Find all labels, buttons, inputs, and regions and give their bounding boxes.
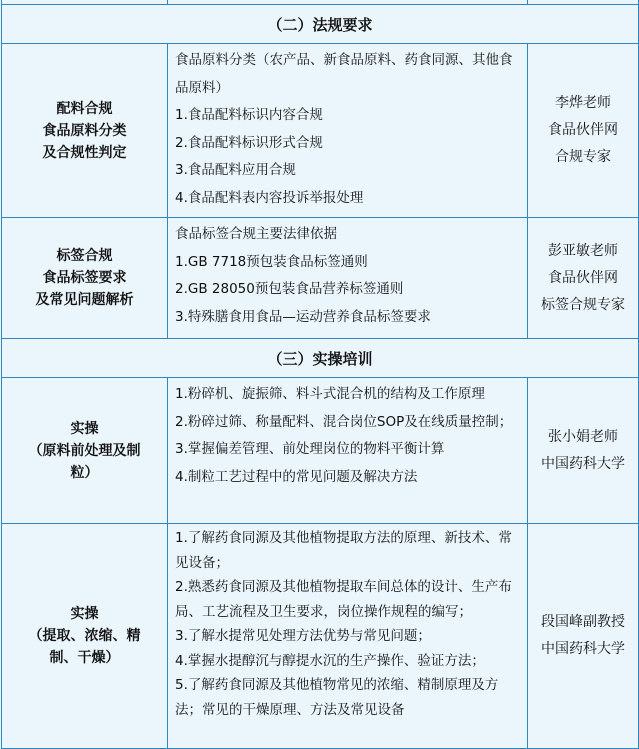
lecturer-cell — [528, 378, 639, 524]
section-title: （三）实操培训 — [2, 339, 639, 378]
content-line: 2.食品配料标识形式合规 — [175, 134, 323, 151]
content-line: 1.GB 7718预包装食品标签通则 — [175, 253, 368, 270]
table-row — [2, 524, 639, 749]
table-row — [2, 218, 639, 339]
lecturer-line: 中国药科大学 — [541, 455, 625, 472]
topic-line: 食品标签要求 — [42, 270, 127, 286]
content-line: 1.了解药食同源及其他植物提取方法的原理、新技术、常见设备； — [175, 530, 512, 571]
topic-line: 配料合规 — [56, 100, 113, 117]
content-line: 食品标签合规主要法律依据 — [175, 226, 337, 242]
content-line: 3.了解水提常见处理方法优势与常见问题； — [175, 628, 431, 644]
topic-line: 实操 — [70, 606, 99, 622]
topic-line: （原料前处理及制 — [28, 442, 141, 459]
content-cell — [168, 44, 528, 218]
content-cell — [168, 524, 528, 749]
topic-cell — [2, 44, 168, 218]
content-cell — [168, 378, 528, 524]
content-line: 2.GB 28050预包装食品营养标签通则 — [175, 281, 404, 297]
topic-line: 粒） — [70, 464, 99, 481]
topic-line: 食品原料分类 — [42, 122, 127, 139]
topic-line: （提取、浓缩、精 — [28, 628, 141, 644]
content-line: 3.掌握偏差管理、前处理岗位的物料平衡计算 — [175, 441, 445, 457]
content-line: 食品原料分类（农产品、新食品原料、药食同源、其他食品原料） — [175, 52, 513, 96]
lecturer-cell — [528, 218, 639, 339]
content-line: 1.粉碎机、旋振筛、料斗式混合机的结构及工作原理 — [175, 386, 485, 402]
lecturer-line: 彭亚敏老师 — [548, 242, 618, 259]
lecturer-line: 食品伙伴网 — [548, 122, 618, 138]
topic-line: 及常见问题解析 — [35, 292, 134, 308]
lecturer-line: 张小娟老师 — [548, 428, 618, 445]
lecturer-line: 李烨老师 — [555, 95, 611, 111]
lecturer-line: 食品伙伴网 — [548, 269, 618, 286]
content-line: 2.熟悉药食同源及其他植物提取车间总体的设计、生产布局、工艺流程及卫生要求，岗位操作规程的编写； — [175, 579, 512, 620]
section-header-regulations — [2, 5, 639, 44]
section-title: （二）法规要求 — [2, 5, 639, 44]
lecturer-cell — [528, 524, 639, 749]
topic-cell — [2, 218, 168, 339]
topic-line: 实操 — [70, 420, 99, 437]
section-header-practical-training — [2, 339, 639, 378]
topic-line: 制、干燥） — [49, 650, 120, 666]
content-line: 3.食品配料应用合规 — [175, 162, 296, 178]
topic-line: 标签合规 — [56, 248, 113, 264]
content-line: 5.了解药食同源及其他植物常见的浓缩、精制原理及方法；常见的干燥原理、方法及常见设备 — [175, 677, 499, 718]
topic-cell — [2, 378, 168, 524]
content-line: 4.制粒工艺过程中的常见问题及解决方法 — [175, 468, 418, 485]
content-line: 4.掌握水提醇沉与醇提水沉的生产操作、验证方法； — [175, 652, 485, 669]
topic-cell — [2, 524, 168, 749]
lecturer-cell — [528, 44, 639, 218]
topic-line: 及合规性判定 — [42, 144, 127, 161]
content-cell — [168, 218, 528, 339]
table-row — [2, 378, 639, 524]
content-line: 2.粉碎过筛、称量配料、混合岗位SOP及在线质量控制； — [175, 413, 513, 430]
lecturer-line: 中国药科大学 — [541, 641, 625, 657]
content-line: 3.特殊膳食用食品—运动营养食品标签要求 — [175, 308, 431, 325]
lecturer-line: 标签合规专家 — [541, 296, 625, 313]
training-schedule-table — [1, 0, 639, 749]
content-line: 1.食品配料标识内容合规 — [175, 107, 323, 123]
table-row — [2, 44, 639, 218]
lecturer-line: 段国峰副教授 — [541, 614, 625, 630]
lecturer-line: 合规专家 — [555, 149, 611, 165]
content-line: 4.食品配料表内容投诉举报处理 — [175, 189, 364, 206]
